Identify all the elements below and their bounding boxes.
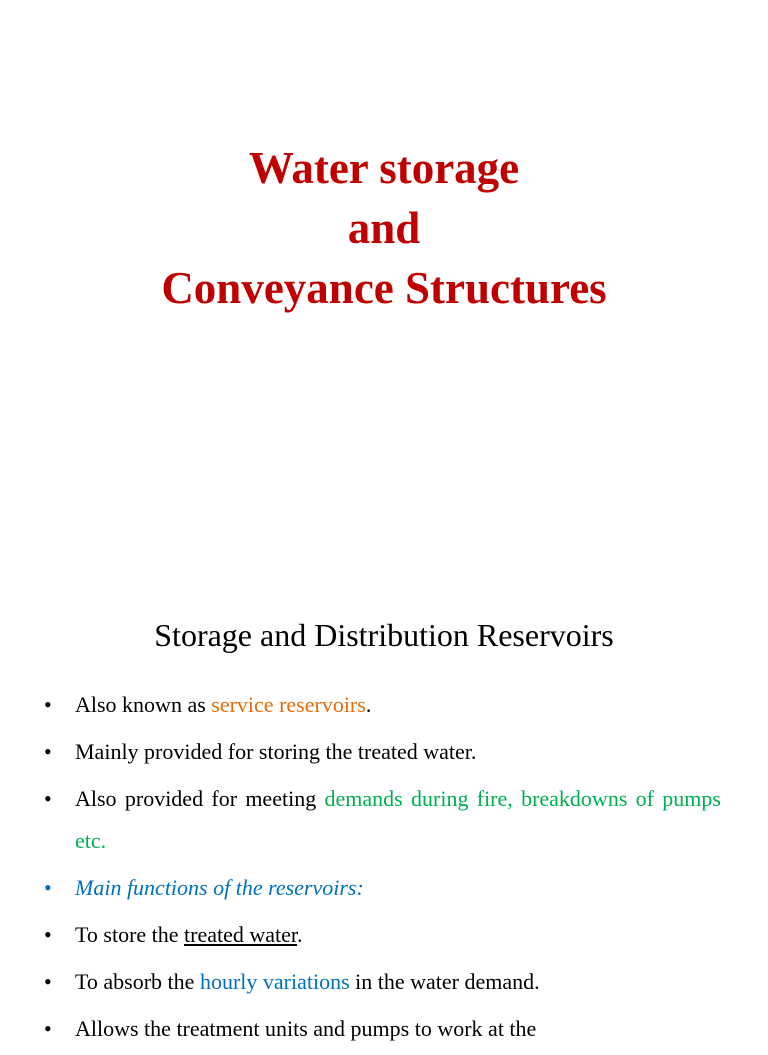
bullet-list [0, 684, 768, 1055]
bullet-text: Mainly provided for storing the treated water. [75, 739, 477, 764]
title-line-1: Water storage [248, 143, 520, 193]
list-item [0, 1008, 768, 1050]
section-heading: Storage and Distribution Reservoirs [154, 617, 614, 653]
bullet-text: Allows the treatment units and pumps to work at the [75, 1016, 537, 1041]
highlight-demands: demands during fire, breakdowns of pumps etc. [75, 786, 721, 853]
bullet-dot: • [44, 739, 52, 764]
bullet-text-end: . [297, 922, 303, 947]
highlight-service-reservoirs: service reservoirs [211, 692, 366, 717]
list-item [0, 684, 768, 726]
bullet-dot: • [44, 969, 52, 994]
bullet-text-end: in the water demand. [349, 969, 540, 994]
bullet-dot: • [44, 1016, 52, 1041]
list-item [0, 867, 768, 909]
bullet-dot: • [44, 786, 52, 811]
bullet-dot: • [44, 692, 52, 717]
bullet-text: Also provided for meeting [75, 786, 325, 811]
bullet-text-end: . [365, 692, 372, 717]
bullet-text: To absorb the [75, 969, 200, 994]
title-line-3: Conveyance Structures [161, 263, 607, 313]
bullet-subheading: Main functions of the reservoirs: [75, 875, 364, 900]
list-item [0, 731, 768, 773]
underlined-treated-water: treated water [184, 922, 298, 947]
bullet-text: To store the [75, 922, 185, 947]
bullet-dot: • [44, 922, 52, 947]
list-item [0, 961, 768, 1003]
list-item [0, 778, 768, 862]
presentation-title [0, 138, 768, 318]
highlight-hourly-variations: hourly variations [199, 969, 350, 994]
title-line-2: and [347, 203, 421, 253]
bullet-dot: • [44, 875, 52, 900]
bullet-text: Also known as [75, 692, 212, 717]
list-item [0, 914, 768, 956]
